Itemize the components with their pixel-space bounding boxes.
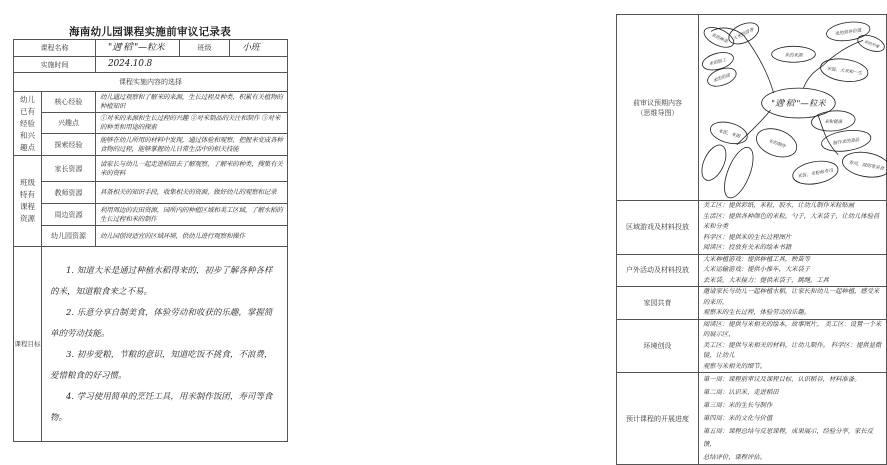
environment-label: 环境创设 (617, 319, 699, 373)
mindmap-node: 大米的营养 (732, 27, 755, 42)
outdoor-activities-content (699, 254, 887, 287)
course-name-value: "遇'稻'"—粒米 (96, 40, 180, 57)
goal-item: 2. 乐意分享自制美食，体验劳动和收获的乐趣，掌握简单的劳动技能。 (50, 308, 273, 339)
content-line: 阅读区：投放有关米的绘本书籍 (703, 244, 792, 251)
mindmap-node: 米的制作 (767, 138, 787, 150)
mindmap-node: 米的加工 (708, 58, 728, 68)
mindmap-center: "遇'稻'"—粒米 (771, 98, 826, 109)
content-line: 阅读区：提供与米相关的绘本，故事图片。 美工区：设置一个米的展示区， (703, 320, 882, 338)
date-value: 2024.10.8 (96, 57, 288, 73)
mindmap-node: 寿司，饭团等美食 (848, 160, 885, 172)
goals-label: 课程目标 (14, 247, 42, 442)
parent-resource-value: 请家长与幼儿一起走进稻田去了解观察，了解米的种类，搜集有关米的资料 (96, 156, 288, 182)
kindergarten-resource-value: 幼儿园创设适宜的区域环境，供幼儿进行观察和操作 (96, 226, 288, 247)
outdoor-activities-label: 户外活动及材料投放 (617, 254, 699, 287)
mindmap-node: 米的来源 (784, 53, 803, 59)
experience-group-label: 幼儿已有经验和兴趣点 (14, 92, 42, 156)
interest-label: 兴趣点 (42, 113, 96, 134)
mindmap-node: 制作米的食品 (832, 137, 860, 147)
mindmap-node: 米饭，大米和一生 (826, 66, 863, 77)
surrounding-resource-label: 周边资源 (42, 204, 96, 226)
goals-content (42, 247, 288, 442)
goal-item: 4. 学习使用简单的烹饪工具，用米制作饭团，寿司等食物。 (50, 392, 273, 423)
mindmap-label-cell (617, 15, 699, 201)
surrounding-resource-value: 利用周边的农田资源，园所内的种植区域和美工区域，了解水稻的生长过程和米的制作 (96, 204, 288, 226)
kindergarten-resource-label: 幼儿园资源 (42, 226, 96, 247)
core-experience-label: 核心经验 (42, 92, 96, 113)
document-title: 海南幼儿园课程实施前审议记录表 (69, 26, 231, 38)
mindmap-node: 米饭，米粥 (717, 129, 741, 140)
mindmap-sublabel: （思维导图） (636, 108, 679, 117)
week-item: 第二周：认识米，走进稻田 (703, 389, 779, 396)
content-line: 美工区：提供彩纸，米粒，胶水，让幼儿制作米粒贴画 (703, 202, 855, 209)
resources-group-label: 班级特有课程资源 (14, 156, 42, 247)
teacher-resource-value: 具备相关的知识手段，收集相关的资源，做好幼儿的观察和记录 (96, 182, 288, 204)
course-name-label: 课程名称 (14, 40, 96, 57)
content-line: 大米运输游戏：提供小推车，大米袋子 (703, 266, 811, 273)
home-school-content (699, 287, 887, 320)
content-line: 邀请家长与幼儿一起种植水稻，让家长和幼儿一起种植，感受米的来历， (703, 288, 880, 306)
goal-item: 1. 知道大米是通过种植水稻得来的，初步了解各种各样的米，知道粮食来之不易。 (50, 266, 273, 297)
mindmap-cell (699, 15, 887, 201)
content-line: 科学区：提供米的生长过程图片 (703, 233, 792, 241)
goal-item: 3. 初步爱粮，节粮的意识，知道吃饭不挑食，不浪费，爱惜粮食的好习惯。 (50, 350, 273, 381)
parent-resource-label: 家长资源 (42, 156, 96, 182)
section-title: 课程实施内容的选择 (14, 73, 288, 92)
environment-content (699, 319, 887, 373)
core-experience-value: 幼儿通过观察和了解米的来源，生长过程及种类，积累有关植物的种植知识 (96, 92, 288, 113)
mindmap-node: 米饭，米粉和寿司 (797, 168, 834, 180)
content-line: 观察米的生长过程，体验劳动的乐趣。 (703, 309, 811, 316)
home-school-label: 家园共育 (617, 287, 699, 320)
mindmap-node: 米的用途 (712, 73, 731, 85)
mindmap-node: 米的营养价值 (834, 28, 862, 38)
schedule-content (699, 373, 887, 465)
date-label: 实施时间 (14, 57, 96, 73)
class-label: 班级 (180, 40, 230, 57)
teacher-resource-label: 教师资源 (42, 182, 96, 204)
week-item: 第五周：课程总结与反思课程，成果展示，经验分享，家长反馈， (703, 428, 874, 448)
mindmap-diagram (699, 15, 886, 200)
week-item: 第四周：米的文化与价值 (703, 415, 773, 422)
exploration-label: 探索经验 (42, 134, 96, 156)
content-line: 丢米袋，大米接力：提供米袋子，跳绳，工具 (703, 276, 829, 284)
mindmap-node: 米的外观 (863, 38, 880, 49)
left-page (0, 0, 300, 450)
mindmap-node: 米的种类 (709, 32, 729, 45)
review-record-table (13, 39, 288, 442)
week-item: 第一周：课程前审议及课程目标，认识稻谷，材料准备。 (703, 376, 861, 383)
week-item: 总结评价，课程评估。 (703, 454, 766, 461)
area-games-content (699, 201, 887, 255)
interest-value: ①对米的来源和生长过程的兴趣 ②对米制品的关注和制作 ③对米的种类和用途的探索 (96, 113, 288, 134)
exploration-value: 能够在幼儿所用的材料中发现，通过体验和观察，把握米变成各种食物的过程，能够掌握幼儿日常生活中的相关技能 (96, 134, 288, 156)
schedule-label: 预计课程的开展进度 (617, 373, 699, 465)
content-line: 大米种植游戏：提供种植工具，秧苗等 (703, 255, 811, 263)
review-continuation-table (616, 14, 887, 465)
mindmap-node: 米和健康 (824, 119, 843, 125)
content-line: 美工区：提供与米相关的材料，让幼儿制作。 科学区：提供显微镜，让幼儿 (703, 341, 882, 359)
right-page (300, 0, 885, 461)
content-line: 生活区：提供各种颜色的米粒，勺子，大米袋子，让幼儿体验舀米和分类 (703, 212, 880, 230)
area-games-label: 区域游戏及材料投放 (617, 201, 699, 255)
class-value: 小班 (230, 40, 288, 57)
week-item: 第三周：米的生长与制作 (703, 402, 773, 409)
mindmap-label: 前审议预期内容 (633, 98, 682, 107)
content-line: 观察与米相关的细节。 (703, 362, 766, 370)
